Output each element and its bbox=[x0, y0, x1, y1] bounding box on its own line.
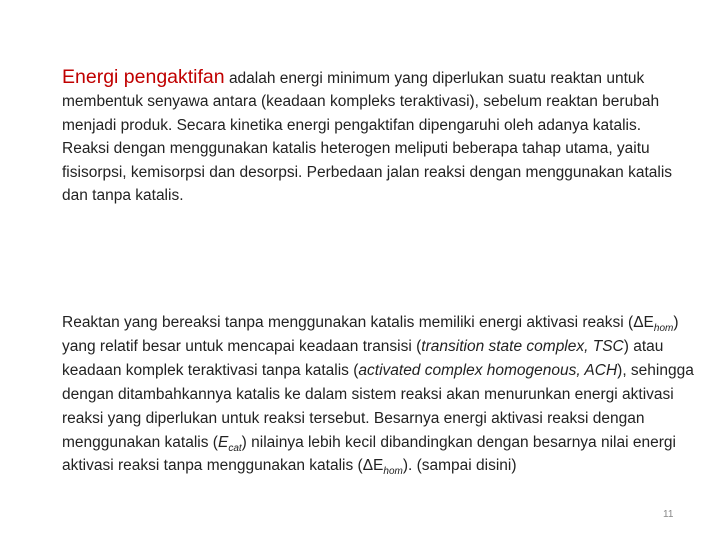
p2-italic-tsc: transition state complex, TSC bbox=[421, 337, 624, 355]
p2-text-4: ), sehingga dengan ditambahkannya katalis ke dalam sistem reaksi akan menurunkan energi aktivasi reaksi yang diperlukan untuk reaksi tersebut. Besarnya energi aktivasi reaksi dengan menggunakan katalis ( bbox=[62, 361, 694, 451]
p2-sub-hom-1: hom bbox=[653, 323, 674, 335]
p2-italic-ach: activated complex homogenous, ACH bbox=[358, 361, 618, 379]
p2-italic-e: E bbox=[217, 433, 229, 451]
p2-text-1: Reaktan yang bereaksi tanpa menggunakan katalis memiliki energi aktivasi reaksi (ΔE bbox=[62, 314, 654, 331]
p2-text-2: ) yang relatif besar untuk mencapai keadaan transisi ( bbox=[62, 314, 679, 355]
lead-term: Energi pengaktifan bbox=[62, 66, 225, 88]
p2-text-3: ) atau keadaan komplek teraktivasi tanpa katalis ( bbox=[62, 337, 664, 379]
paragraph-catalyst-effect bbox=[62, 311, 702, 478]
p2-sub-cat: cat bbox=[228, 442, 242, 454]
page-number: 11 bbox=[663, 509, 674, 520]
p2-text-6: ). (sampai disini) bbox=[402, 457, 517, 475]
paragraph-activation-energy bbox=[62, 66, 682, 207]
paragraph1-text: adalah energi minimum yang diperlukan suatu reaktan untuk membentuk senyawa antara (keadaan kompleks teraktivasi), sebelum reaktan berubah menjadi produk. Secara kinetika energi pengaktifan dipengaruhi oleh adanya katalis. Reaksi dengan menggunakan katalis heterogen meliputi beberapa tahap utama, yaitu fisisorpsi, kemisorpsi dan desorpsi. Perbedaan jalan reaksi dengan menggunakan katalis dan tanpa katalis. bbox=[62, 70, 673, 205]
p2-text-5: ) nilainya lebih kecil dibandingkan dengan besarnya nilai energi aktivasi reaksi tanpa menggunakan katalis (ΔE bbox=[62, 433, 676, 475]
p2-sub-hom-2: hom bbox=[383, 466, 403, 478]
